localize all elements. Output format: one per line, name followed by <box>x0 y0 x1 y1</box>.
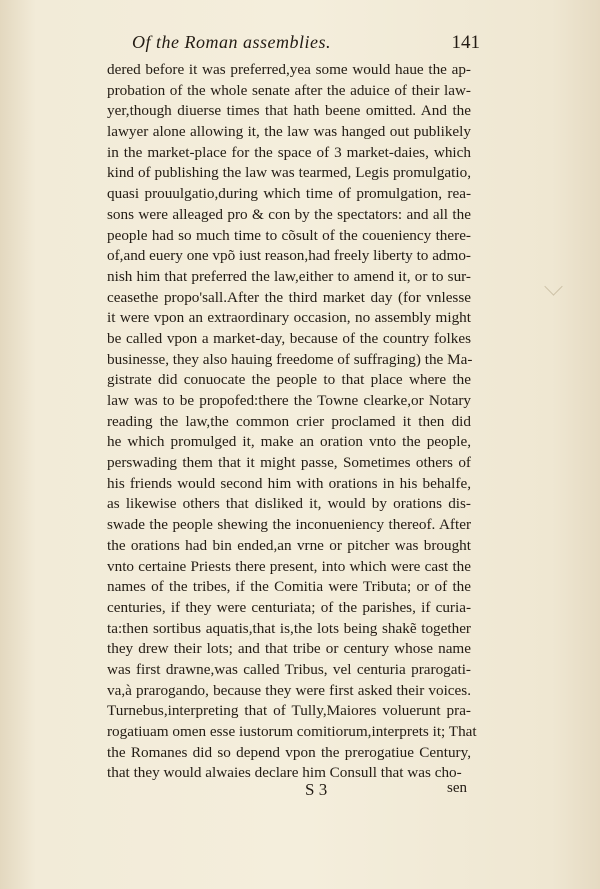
text-line: swade the people shewing the inconueniency thereof. After <box>107 516 471 534</box>
text-line: perswading them that it might passe, Sometimes others of <box>107 454 471 472</box>
text-line: that they would alwaies declare him Consull that was cho- <box>107 764 462 782</box>
text-line: the orations had bin ended,an vrne or pitcher was brought <box>107 536 471 554</box>
body-text <box>107 60 477 784</box>
text-line: yer,though diuerse times that hath beene omitted. And the <box>107 102 471 120</box>
text-line: lawyer alone allowing it, the law was hanged out publikely <box>107 123 471 141</box>
text-line: dered before it was preferred,yea some would haue the ap- <box>107 61 471 78</box>
page-footer <box>107 780 471 802</box>
text-line: as likewise others that disliked it, would by orations dis- <box>107 495 471 513</box>
page-header <box>120 30 480 56</box>
text-line: ceasethe propo'sall.After the third market day (for vnlesse <box>107 288 471 306</box>
text-line: probation of the whole senate after the aduice of their law- <box>107 81 471 99</box>
text-line: he which promulged it, make an oration vnto the people, <box>107 433 471 451</box>
text-line: law was to be propofed:there the Towne clearke,or Notary <box>107 392 471 409</box>
text-line: be called vpon a market-day, because of the country folkes <box>107 329 471 347</box>
text-line: they drew their lots; and that tribe or century whose name <box>107 640 471 658</box>
text-line: nish him that preferred the law,either to amend it, or to sur- <box>107 267 471 285</box>
text-line: reading the law,the common crier proclamed it then did <box>107 412 471 430</box>
text-line: in the market-place for the space of 3 market-daies, which <box>107 143 471 161</box>
text-line: of,and euery one vpõ iust reason,had freely liberty to admo- <box>107 247 471 265</box>
text-line: Turnebus,interpreting that of Tully,Maiores voluerunt pra- <box>107 702 471 720</box>
text-line: his friends would second him with orations in his behalfe, <box>107 474 471 492</box>
text-line: was first drawne,was called Tribus, vel centuria prarogati- <box>107 660 471 678</box>
text-line: quasi prouulgatio,during which time of promulgation, rea- <box>107 185 471 203</box>
text-line: people had so much time to cõsult of the coueniency there- <box>107 226 471 244</box>
text-line: gistrate did conuocate the people to that place where the <box>107 371 471 389</box>
text-line: vnto certaine Priests there present, into which were cast the <box>107 557 471 575</box>
text-line: rogatiuam omen esse iustorum comitiorum,interprets it; That <box>107 723 477 740</box>
text-line: centuries, if they were centuriata; of the parishes, if curia- <box>107 598 471 616</box>
text-line: it were vpon an extraordinary occasion, no assembly might <box>107 309 471 327</box>
running-head: Of the Roman assemblies. <box>132 32 331 52</box>
text-line: va,à prarogando, because they were first asked their voices. <box>107 681 471 699</box>
page-number: 141 <box>451 32 480 53</box>
text-line: the Romanes did so depend vpon the prerogatiue Century, <box>107 743 471 761</box>
text-line: ta:then sortibus aquatis,that is,the lots being shakẽ together <box>107 619 471 637</box>
catchword: sen <box>447 780 467 796</box>
text-line: names of the tribes, if the Comitia were Tributa; or of the <box>107 578 471 596</box>
margin-mark <box>544 277 562 295</box>
text-line: businesse, they also hauing freedome of suffraging) the Ma- <box>107 350 473 368</box>
text-line: sons were alleaged pro & con by the spectators: and all the <box>107 205 471 223</box>
text-line: kind of publishing the law was tearmed, Legis promulgatio, <box>107 164 471 182</box>
signature-mark: S 3 <box>305 780 328 799</box>
